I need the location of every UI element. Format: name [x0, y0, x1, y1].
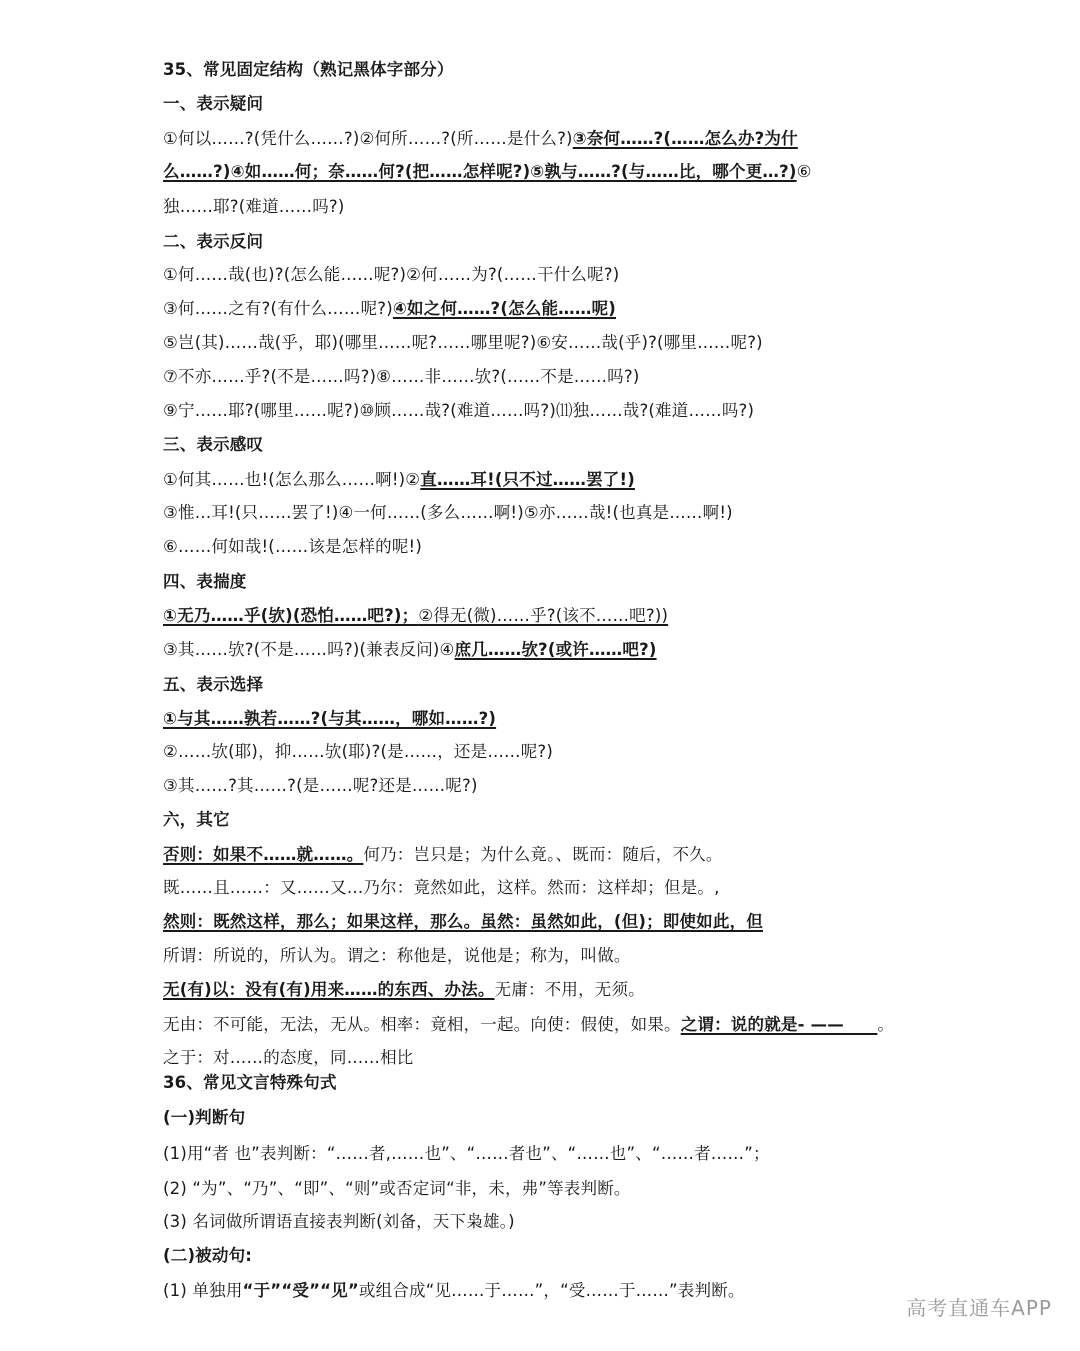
text-line — [163, 808, 230, 832]
text-line — [163, 978, 645, 1002]
text-line — [163, 1142, 770, 1166]
text-segment: 无由：不可能，无法，无从。相率：竟相，一起。向使：假使，如果。 — [163, 1015, 681, 1034]
text-segment: (1) 单独用 — [163, 1281, 243, 1300]
bold-text: 庶几……欤?(或许……吧?) — [454, 640, 657, 659]
text-line — [163, 501, 733, 525]
bold-text: ①与其……孰若……?(与其……，哪如……?) — [163, 709, 497, 728]
text-line — [163, 263, 619, 287]
text-segment: ⑨宁……耶?(哪里……呢?)⑩顾……哉?(难道……吗?)⑾独……哉?(难道……吗?) — [163, 401, 755, 420]
text-segment: 之于：对……的态度，同……相比 — [163, 1048, 414, 1067]
bold-text: 直……耳!(只不过……罢了!) — [420, 470, 635, 489]
text-line — [163, 160, 812, 184]
text-line — [163, 1279, 745, 1303]
text-segment: ①何其……也!(怎么那么……啊!)② — [163, 470, 421, 489]
bold-text: 一、表示疑问 — [163, 94, 264, 113]
text-segment: ①何……哉(也)?(怎么能……呢?)②何……为?(……干什么呢?) — [163, 265, 620, 284]
text-line — [163, 58, 454, 82]
text-segment: ②得无(微)……乎?(该不……吧?)) — [418, 606, 669, 625]
text-line — [163, 535, 422, 559]
text-segment: 所谓：所说的，所认为。谓之：称他是，说他是；称为，叫做。 — [163, 946, 631, 965]
text-line — [163, 707, 496, 731]
bold-text: “于”“受”“见” — [242, 1281, 359, 1300]
text-segment: ⑥……何如哉!(……该是怎样的呢!) — [163, 537, 422, 556]
text-line — [163, 297, 616, 321]
bold-text: 五、表示选择 — [163, 675, 264, 694]
text-segment: (2) “为”、“乃”、“即”、“则”或否定词“非，未，弗”等表判断。 — [163, 1179, 631, 1198]
bold-text: 36、常见文言特殊句式 — [163, 1073, 337, 1092]
text-segment: 何乃：岂只是；为什么竟。、既而：随后，不久。 — [363, 845, 723, 864]
text-line — [163, 673, 263, 697]
text-line — [163, 230, 263, 254]
text-segment: 。 — [877, 1015, 895, 1034]
watermark: 高考直通车APP — [906, 1296, 1052, 1320]
text-segment: ①何以……?(凭什么……?)②何所……?(所……是什么?) — [163, 129, 573, 148]
bold-text: 二、表示反问 — [163, 232, 264, 251]
text-line — [163, 399, 754, 423]
text-segment: ③何……之有?(有什么……呢?) — [163, 299, 393, 318]
text-line — [163, 1013, 894, 1037]
bold-text: 三、表示感叹 — [163, 435, 264, 454]
text-line — [163, 195, 345, 219]
text-line — [163, 843, 723, 867]
bold-text: 六，其它 — [163, 810, 230, 829]
text-segment: ③其……?其……?(是……呢?还是……呢?) — [163, 776, 478, 795]
bold-text: ③奈何……?(……怎么办?为什 — [572, 129, 798, 148]
text-segment: 无庸：不用，无须。 — [494, 980, 645, 999]
text-segment: 既……且……：又……又…乃尔：竟然如此，这样。然而：这样却；但是。, — [163, 878, 720, 897]
text-line — [163, 1106, 245, 1130]
text-segment: (1)用“者 也”表判断：“……者,……也”、“……者也”、“……也”、“……者……”； — [163, 1144, 770, 1163]
bold-text: 35、常见固定结构（熟记黑体字部分） — [163, 60, 454, 79]
text-line — [163, 1046, 414, 1070]
bold-text: (二)被动句: — [163, 1246, 253, 1265]
text-segment: ②……欤(耶)，抑……欤(耶)?(是……，还是……呢?) — [163, 742, 554, 761]
bold-text: ④如之何……?(怎么能……呢) — [392, 299, 617, 318]
text-line — [163, 127, 798, 151]
text-segment: ③其……欤?(不是……吗?)(兼表反问)④ — [163, 640, 455, 659]
bold-text: 无(有)以：没有(有)用来……的东西、办法。 — [163, 980, 495, 999]
text-line — [163, 1177, 631, 1201]
text-line — [163, 944, 631, 968]
bold-text: ①无乃……乎(欤)(恐怕……吧?)； — [163, 606, 419, 625]
text-line — [163, 92, 263, 116]
text-line — [163, 433, 263, 457]
text-segment: (3) 名词做所谓语直接表判断(刘备，天下枭雄。) — [163, 1212, 515, 1231]
text-line — [163, 910, 763, 934]
text-line — [163, 468, 635, 492]
bold-text: 然则：既然这样，那么；如果这样，那么。虽然：虽然如此，(但)；即使如此，但 — [163, 912, 763, 931]
text-segment: 或组合成“见……于……”，“受……于……”表判断。 — [358, 1281, 745, 1300]
text-segment: ⑦不亦……乎?(不是……吗?)⑧……非……欤?(……不是……吗?) — [163, 367, 640, 386]
bold-text: 么……?)④如……何；奈……何?(把……怎样呢?)⑤孰与……?(与……比，哪个更…?) — [163, 162, 797, 181]
text-line — [163, 570, 247, 594]
text-line — [163, 876, 720, 900]
text-line — [163, 638, 657, 662]
bold-text: 否则：如果不……就……。 — [163, 845, 364, 864]
text-segment: ③惟…耳!(只……罢了!)④一何……(多么……啊!)⑤亦……哉!(也真是……啊!) — [163, 503, 733, 522]
text-line — [163, 740, 553, 764]
text-line — [163, 1071, 337, 1095]
text-line — [163, 774, 478, 798]
text-line — [163, 331, 763, 355]
text-line — [163, 1244, 252, 1268]
bold-text: (一)判断句 — [163, 1108, 246, 1127]
text-line — [163, 1210, 515, 1234]
text-line — [163, 365, 639, 389]
text-line — [163, 604, 668, 628]
bold-text: 之谓：说的就是- —— — [680, 1015, 878, 1034]
text-segment: ⑤岂(其)……哉(乎，耶)(哪里……呢?……哪里呢?)⑥安……哉(乎)?(哪里……呢?) — [163, 333, 763, 352]
text-segment: ⑥ — [796, 162, 812, 181]
text-segment: 独……耶?(难道……吗?) — [163, 197, 345, 216]
bold-text: 四、表揣度 — [163, 572, 247, 591]
